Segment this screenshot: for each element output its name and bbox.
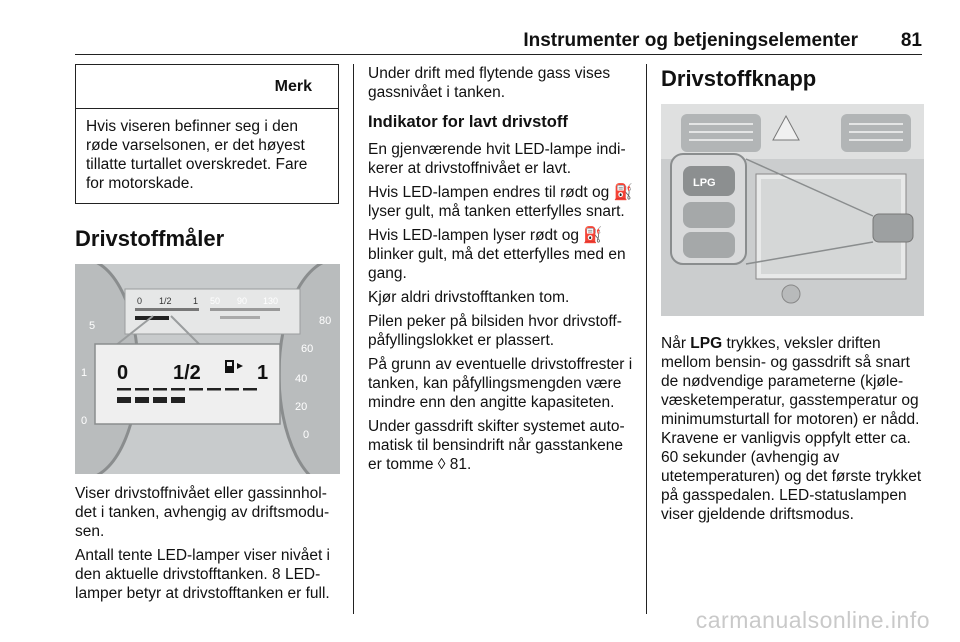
page-number: 81: [900, 30, 922, 51]
paragraph: På grunn av eventuelle drivstoffrester i tanken, kan påfyllingsmengden være mindre enn den angitte kapasiteten.: [368, 356, 633, 411]
paragraph: En gjenværende hvit LED-lampe indikerer at drivstoffnivået er lavt.: [368, 141, 626, 177]
scale-right-label: 0: [303, 429, 310, 441]
note-body: Hvis viseren befinner seg i den røde varselsonen, er det høyest tillatte turtallet overskredet. Fare for motorskade.: [86, 118, 308, 192]
paragraph: Hvis LED-lampen endres til rødt og ⛽ lyser gult, må tanken etterfylles snart.: [368, 184, 633, 220]
lpg-button-illustration: [661, 104, 924, 316]
column-separator: [353, 64, 354, 614]
paragraph: [661, 334, 924, 524]
paragraph: Antall tente LED-lamper viser nivået i den aktuelle drivstofftanken. 8 LED-lamper betyr at drivstofftanken er full.: [75, 547, 331, 602]
watermark: carmanualsonline.info: [695, 607, 930, 633]
mini-label-half: 1/2: [159, 296, 172, 306]
scale-left-label: 0: [81, 415, 88, 427]
paragraph: Viser drivstoffnivået eller gassinnholdet i tanken, avhengig av driftsmodusen.: [75, 485, 330, 540]
fuel-gauge-illustration: [75, 264, 340, 474]
keyword-lpg: LPG: [690, 335, 723, 352]
text: Når: [661, 335, 691, 352]
gauge-label-full: 1: [257, 362, 269, 384]
column-separator: [646, 64, 647, 614]
scale-right-label: 80: [319, 315, 332, 327]
scale-right-label: 20: [295, 401, 308, 413]
note-title: Merk: [76, 65, 338, 109]
text: trykkes, veksler driften mellom bensin- og gassdrift så snart de nødvendige parameterne (kjølevæsketemperatur, gasstemperatur og minimumsturtall for motoren) er nådd. Kravene er vanligvis oppfylt etter ca. 60 sekunder (avhengig av utetemperaturen) og det første trykket på gasspedalen. LED-statuslampen viser gjeldende driftsmodus.: [661, 335, 922, 523]
column-1: [75, 64, 340, 608]
section-title: Instrumenter og betjeningselementer: [523, 30, 858, 51]
page-header: [0, 0, 960, 52]
paragraph: Pilen peker på bilsiden hvor drivstoffpåfyllingslokket er plassert.: [368, 313, 622, 349]
gauge-label-empty: 0: [117, 362, 129, 384]
mini-scale: 50: [210, 296, 221, 306]
note-box: [75, 64, 339, 204]
heading-fuel-button: Drivstoffknapp: [661, 66, 817, 91]
mini-label-0: 0: [137, 296, 143, 306]
gauge-label-half: 1/2: [173, 362, 201, 384]
column-2: [368, 64, 633, 479]
lpg-button-label: LPG: [693, 177, 716, 189]
paragraph: Kjør aldri drivstofftanken tom.: [368, 289, 570, 306]
scale-left-label: 1: [81, 367, 88, 379]
scale-right-label: 60: [301, 343, 314, 355]
header-rule: [75, 54, 922, 55]
paragraph: Under drift med flytende gass vises gassnivået i tanken.: [368, 65, 611, 101]
heading-low-fuel: Indikator for lavt drivstoff: [368, 113, 568, 131]
scale-right-label: 40: [295, 373, 308, 385]
paragraph: Under gassdrift skifter systemet automatisk til bensindrift når gasstankene er tomme ◊ 81.: [368, 418, 625, 473]
column-3: [661, 64, 924, 529]
mini-label-1: 1: [193, 296, 199, 306]
paragraph: Hvis LED-lampen lyser rødt og ⛽ blinker gult, må det etterfylles med en gang.: [368, 227, 626, 282]
mini-scale: 90: [237, 296, 248, 306]
heading-fuel-gauge: Drivstoffmåler: [75, 226, 225, 251]
scale-left-label: 5: [89, 320, 96, 332]
mini-scale: 130: [263, 296, 279, 306]
